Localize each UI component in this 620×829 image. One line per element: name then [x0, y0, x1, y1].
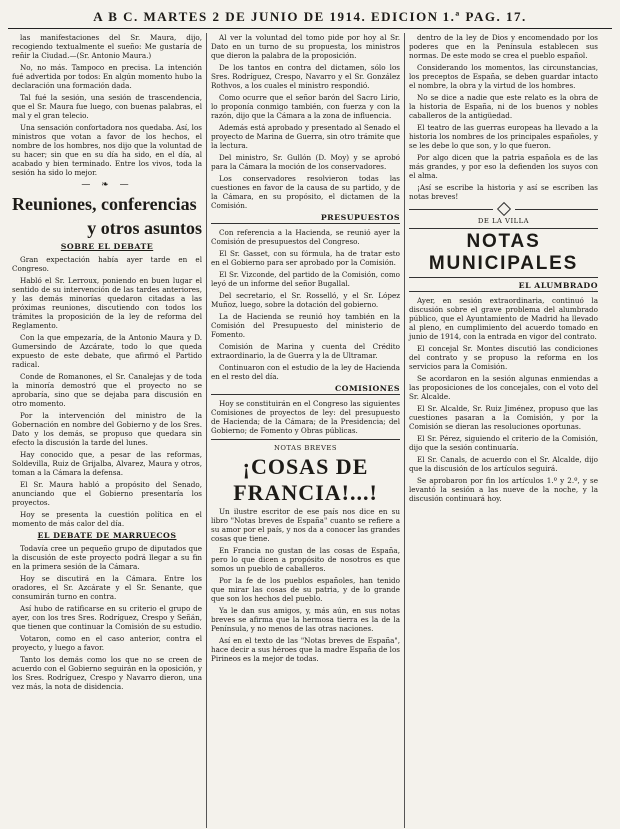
- section-headline: NOTAS MUNICIPALES: [409, 228, 598, 278]
- paragraph: Tanto los demás como los que no se creen de acuerdo con el Gobierno seguirán en la oposición, y los Sres. Rodríguez, Crespo y Navarro dieron, una vez más, la nota de disidencia.: [12, 655, 202, 691]
- paragraph: Se acordaron en la sesión algunas enmiendas a las proposiciones de los concejales, con el voto del Sr. Alcalde.: [409, 374, 598, 401]
- column-2: [206, 33, 404, 828]
- header-left: A B C. MARTES 2 DE JUNIO DE 1914. EDICION: [93, 9, 439, 24]
- paragraph: Como ocurre que el señor barón del Sacro Lirio, lo proponía conmigo también, con fuerza y con la razón, dijo que la Cámara a la zona de influencia.: [211, 93, 400, 120]
- paragraph: El Sr. Canals, de acuerdo con el Sr. Alcalde, dijo que la discusión de los artículos seguirá.: [409, 455, 598, 473]
- paragraph: Por algo dicen que la patria española es de las más grandes, y por eso la defienden los suyos con el alma.: [409, 153, 598, 180]
- paragraph: Por la intervención del ministro de la Gobernación en nombre del Gobierno y de los Sres. Dato y los demás, se propuso que quedara sin efecto la discusión la tarde del lunes.: [12, 411, 202, 447]
- article-headline: ¡COSAS DE: [242, 454, 369, 479]
- paragraph: Todavía cree un pequeño grupo de diputados que la discusión de este proyecto podrá llegar a su fin en la primera sesión de la Cámara.: [12, 544, 202, 571]
- subheading: EL DEBATE DE MARRUECOS: [37, 531, 177, 540]
- paragraph: ¡Así se escribe la historia y así se escriben las notas breves!: [409, 183, 598, 201]
- subheading: EL ALUMBRADO: [409, 281, 598, 292]
- paragraph: Hoy se constituirán en el Congreso las siguientes Comisiones de proyectos de ley: del presupuesto de Hacienda; de la Cámara; de la Presidencia; del Gobierno; de Fomento y Obras públicas.: [211, 399, 400, 435]
- paragraph: Comisión de Marina y cuenta del Crédito extraordinario, la de Guerra y la de Ultramar.: [211, 342, 400, 360]
- paragraph: El Sr. Gasset, con su fórmula, ha de tratar esto en el Gobierno para ser aprobado por la Comisión.: [211, 249, 400, 267]
- kicker: DE LA VILLA: [477, 217, 530, 225]
- paragraph: Una sensación confortadora nos quedaba. Así, los ministros que votan a favor de los hechos, el nombre de los hombres, nos dijo que la voluntad de su hacer; sin que en su día ha sido, en el día, al acabado y bien terminado. Entre los vivos, toda la sesión ha sido lo mejor.: [12, 123, 202, 177]
- article-headline-line-2: FRANCIA!...!: [233, 480, 378, 505]
- page-header: [8, 6, 612, 29]
- paragraph: Del secretario, el Sr. Rosselló, y el Sr. López Muñoz, luego, sobre la dotación del gobierno.: [211, 291, 400, 309]
- paragraph: Por la fe de los pueblos españoles, han tenido que mirar las cosas de su patria, y de lo grande que son los hechos del pueblo.: [211, 576, 400, 603]
- paragraph: El Sr. Pérez, siguiendo el criterio de la Comisión, dijo que la sesión continuaría.: [409, 434, 598, 452]
- paragraph: Del ministro, Sr. Gullón (D. Moy) y se aprobó para la Cámara la moción de los conservadores.: [211, 153, 400, 171]
- paragraph: El concejal Sr. Montes discutió las condiciones del contrato y se propuso la reforma en los servicios para la Comisión.: [409, 344, 598, 371]
- paragraph: El Sr. Alcalde, Sr. Ruiz Jiménez, propuso que las cuestiones pasaran a la Comisión, y por la Comisión se dieran las resoluciones oportunas.: [409, 404, 598, 431]
- paragraph: Tal fué la sesión, una sesión de trascendencia, que el Sr. Maura fue luego, con buenas palabras, el mal y el gran telecio.: [12, 93, 202, 120]
- paragraph: Conde de Romanones, el Sr. Canalejas y de toda la minoría demostró que el proyecto no se aprobaría, sino que se dejaba para discusión en otro momento.: [12, 372, 202, 408]
- paragraph: Ya le dan sus amigos, y, más aún, en sus notas breves se afirma que la hermosa tierra es la de la Península, y no menos de las otras naciones.: [211, 606, 400, 633]
- paragraph: Hay conocido que, a pesar de las reformas, Soldevilla, Ruiz de Grijalba, Alvarez, Maura y otros, toman a la Cámara la defensa.: [12, 450, 202, 477]
- paragraph: Gran expectación había ayer tarde en el Congreso.: [12, 255, 202, 273]
- paragraph: Al ver la voluntad del tomo pide por hoy al Sr. Dato en un turno de su propuesta, los ministros que dieron la palabra de la proposición.: [211, 33, 400, 60]
- paragraph: Con referencia a la Hacienda, se reunió ayer la Comisión de presupuestos del Congreso.: [211, 228, 400, 246]
- kicker: NOTAS BREVES: [273, 444, 337, 452]
- paragraph: El teatro de las guerras europeas ha llevado a la historia los nombres de los principales españoles, y se les debe lo que son, y lo que fueron.: [409, 123, 598, 150]
- paragraph: Habló el Sr. Lerroux, poniendo en buen lugar el sentido de su intervención de las tardes anteriores, y las demás minorías quedaron citadas a las próximas reuniones, discutiendo con todos los trámites la proposición de la ley de reforma del Reglamento.: [12, 276, 202, 330]
- paragraph: No, no más. Tampoco en precisa. La intención fué advertida por todos: En algún momento hubo la declaración una formación dada.: [12, 63, 202, 90]
- header-right: 1.ª PAG. 17.: [442, 9, 527, 24]
- paragraph: Hoy se presenta la cuestión política en el momento de más calor del día.: [12, 510, 202, 528]
- paragraph: No se dice a nadie que este relato es la obra de la historia de España, ni de los buenos y nobles caballeros de la antigüedad.: [409, 93, 598, 120]
- paragraph: Hoy se discutirá en la Cámara. Entre los oradores, el Sr. Azcárate y el Sr. Senante, que consumirán turno en contra.: [12, 574, 202, 601]
- column-1: [8, 33, 206, 828]
- column-3: [404, 33, 602, 828]
- subheading: PRESUPUESTOS: [211, 213, 400, 224]
- paragraph: En Francia no gustan de las cosas de España, pero lo que dicen a propósito de nosotros es que somos un pueblo de caballeros.: [211, 546, 400, 573]
- paragraph: Así hubo de ratificarse en su criterio el grupo de ayer, con los tres Sres. Rodríguez, Crespo y Señán, que tienen que continuar la Comisión de su estudio.: [12, 604, 202, 631]
- paragraph: Con la que empezaría, de la Antonio Maura y D. Gumersindo de Azcárate, todo lo que queda expuesto de este debate, que afirmó el Partido radical.: [12, 333, 202, 369]
- section-heading: Reuniones, conferencias: [12, 194, 197, 214]
- diamond-ornament-icon: [409, 204, 598, 214]
- paragraph: Votaron, como en el caso anterior, contra el proyecto, y luego a favor.: [12, 634, 202, 652]
- paragraph: De los tantos en contra del dictamen, sólo los Sres. Rodríguez, Crespo, Navarro y el Sr. González Rothvos, a los cuales el ministro respondió.: [211, 63, 400, 90]
- columns: [8, 33, 612, 828]
- paragraph: El Sr. Maura habló a propósito del Senado, anunciando que el Gobierno presentaría los proyectos.: [12, 480, 202, 507]
- paragraph: Ayer, en sesión extraordinaria, continuó la discusión sobre el grave problema del alumbrado público, que el Ayuntamiento de Madrid ha llevado al pleno, en cumplimiento del acuerdo tomado en junio de 1914, con la entrada en vigor del contrato.: [409, 296, 598, 341]
- paragraph: Los conservadores resolvieron todas las cuestiones en favor de la causa de su partido, y de la Cámara, en su propósito, el dictamen de la Comisión.: [211, 174, 400, 210]
- paragraph: La de Hacienda se reunió hoy también en la Comisión del Presupuesto del ministerio de Fomento.: [211, 312, 400, 339]
- fleuron-ornament-icon: — ❧ —: [81, 180, 133, 190]
- section-heading-line-2: y otros asuntos: [87, 218, 202, 238]
- paragraph: dentro de la ley de Dios y encomendado por los poderes que en la Península establecen sus normas. De este modo se crea el pueblo español.: [409, 33, 598, 60]
- paragraph: Se aprobaron por fin los artículos 1.º y 2.º, y se levantó la sesión a las nueve de la noche, y la discusión continuará hoy.: [409, 476, 598, 503]
- subheading: COMISIONES: [211, 384, 400, 395]
- paragraph: las manifestaciones del Sr. Maura, dijo, recogiendo textualmente el sueño: Me gustaría de reñir la Ciudad.—(Sr. Antonio Maura.): [12, 33, 202, 60]
- divider: [211, 439, 400, 440]
- paragraph: El Sr. Vizconde, del partido de la Comisión, como leyó de un informe del señor Bugallal.: [211, 270, 400, 288]
- subheading: SOBRE EL DEBATE: [60, 242, 154, 251]
- paragraph: Un ilustre escritor de ese país nos dice en su libro "Notas breves de España" cuanto se refiere a su amor por el país, y nos da a conocer las grandes cosas que tiene.: [211, 507, 400, 543]
- paragraph: Además está aprobado y presentado al Senado el proyecto de Marina de Guerra, sin otro trámite que la lectura.: [211, 123, 400, 150]
- paragraph: Considerando los momentos, las circunstancias, los preceptos de España, se deben guardar intacto el nombre, la obra y la virtud de los hombres.: [409, 63, 598, 90]
- paragraph: Así en el texto de las "Notas breves de España", hace decir a sus héroes que la madre España de los Pirineos es la mejor de todas.: [211, 636, 400, 663]
- paragraph: Continuaron con el estudio de la ley de Hacienda en el resto del día.: [211, 363, 400, 381]
